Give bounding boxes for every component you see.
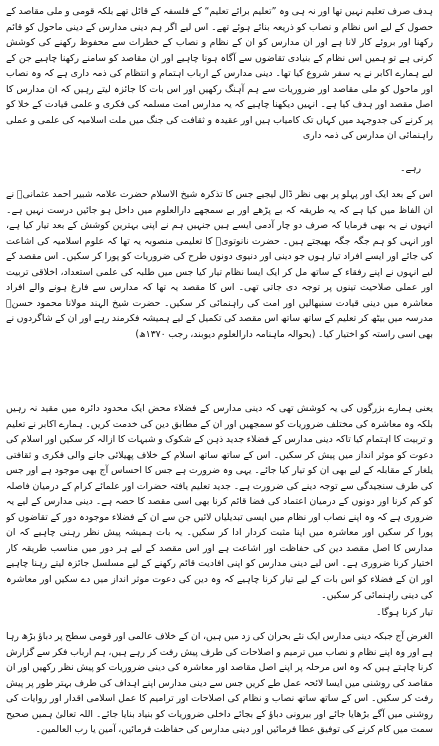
paragraph-1: ہدف صرف تعلیم نہیں تھا اور نہ ہی وہ ”تعلیم برائے تعلیم“ کے فلسفہ کے قائل تھے بلکہ قومی و ملی مقاصد کے حصول کے لیے اس نظام و نصاب کو ذریعہ بنائے ہوئے تھے۔ اس لیے اگر ہم دینی مدارس کے دینی ماحول کو قائم رکھنا اور بروئے کار لانا ہے اور ان مدارس کو ان کے نظام و نصاب کے خطرات سے محفوظ رکھنے کی کوشش کرنی ہے تو ہمیں اس نظام کے بنیادی تقاضوں سے آگاہ ہونا چاہیے اور ان مقاصد کو سامنے رکھنا چاہیے جن کے لیے ہمارے اکابر نے یہ سفر شروع کیا تھا۔ دینی مدارس کے ارباب اہتمام و انتظام کی ذمہ داری ہے کہ وہ نصاب اور ماحول کو ملی مقاصد اور ضروریات سے ہم آہنگ رکھیں اور اس بات کا جائزہ لیتے رہیں کہ ان مدارس کا اصل مقصد اور ہدف کیا ہے۔ انہیں دیکھنا چاہیے کہ یہ مدارس امت مسلمہ کی فکری و علمی قیادت کے خلا کو پر کرنے کی جدوجہد میں کہاں تک کامیاب ہیں اور عقیدہ و ثقافت کی جنگ میں ملت اسلامیہ کی علمی و عملی راہنمائی ان مدارس کی ذمہ داری [6, 6, 433, 142]
paragraph-3: یعنی ہمارے بزرگوں کی یہ کوشش تھی کہ دینی مدارس کے فضلاء محض ایک محدود دائرہ میں مقید نہ رہیں بلکہ وہ معاشرہ کی مختلف ضروریات کو سمجھیں اور ان کے مطابق دین کی خدمت کریں۔ ہمارے اکابر نے تعلیم و تربیت کا اہتمام کیا تاکہ دینی مدارس کے فضلاء جدید ذہن کے شکوک و شبہات کا ازالہ کر سکیں اور اسلام کی دعوت کو موثر انداز میں پیش کر سکیں۔ اس کے ساتھ ساتھ اسلام کے خلاف پھیلائی جانے والی فکری و ثقافتی یلغار کے مقابلہ کے لیے بھی ان کو تیار کیا جائے۔ یہی وہ ضرورت ہے جس کا احساس آج بھی موجود ہے اور جس کی طرف سنجیدگی سے توجہ دینے کی ضرورت ہے۔ جدید تعلیم یافتہ حضرات اور علمائے کرام کے درمیان فاصلہ کو کم کرنا اور دونوں کے درمیان اعتماد کی فضا قائم کرنا بھی اسی مقصد کا حصہ ہے۔ دینی مدارس کے لیے یہ ضروری ہے کہ وہ اپنے نصاب اور نظام میں ایسی تبدیلیاں لائیں جن سے ان کے فضلاء موجودہ دور کے تقاضوں کو پورا کر سکیں اور معاشرہ میں اپنا مثبت کردار ادا کر سکیں۔ یہ بات ہمیشہ پیش نظر رہنی چاہیے کہ ان مدارس کا اصل مقصد دین کی حفاظت اور اشاعت ہے اور اس مقصد کے لیے ہر دور میں مناسب طریقہ کار اختیار کرنا ضروری ہے۔ اس لیے دینی مدارس کو اپنی افادیت قائم رکھنے کے لیے مسلسل جائزہ لیتے رہنا چاہیے اور ان کے فضلاء کو اس بات کے لیے تیار کرنا چاہیے کہ وہ دین کی دعوت موثر انداز میں دے سکیں اور معاشرہ کی دینی راہنمائی کر سکیں۔ [6, 403, 433, 601]
paragraph-3-tail: تیار کرنا ہوگا۔ [375, 607, 433, 618]
paragraph-4: الغرض آج جبکہ دینی مدارس ایک نئے بحران کی زد میں ہیں، ان کے خلاف عالمی اور قومی سطح پر دباؤ بڑھ رہا ہے اور وہ اپنے نظام و نصاب میں ترمیم و اصلاحات کی طرف پیش رفت کر رہے ہیں، ہم ارباب فکر سے گزارش کرنا چاہتے ہیں کہ وہ اس مرحلہ پر اپنے اصل مقاصد اور معاشرہ کی دینی ضروریات کو پیش نظر رکھیں اور ان مقاصد کی روشنی میں ایسا لائحہ عمل طے کریں جس سے دینی مدارس اپنے اہداف کی طرف بہتر طور پر پیش رفت کر سکیں۔ اس کے ساتھ ساتھ نصاب و نظام کی اصلاحات اور ترامیم کا عمل اسلامی اقدار اور روایات کی روشنی میں آگے بڑھایا جائے اور بیرونی دباؤ کے بجائے داخلی ضروریات کو بنیاد بنایا جائے۔ اللہ تعالیٰ ہمیں صحیح سمت میں کام کرنے کی توفیق عطا فرمائیں اور دینی مدارس کی حفاظت فرمائیں، آمین یا رب العالمین۔ [6, 631, 433, 736]
paragraph-1-tail: رہے۔ [399, 163, 421, 174]
paragraph-2: اس کے بعد ایک اور پہلو پر بھی نظر ڈال لیجیے جس کا تذکرہ شیخ الاسلام حضرت علامہ شبیر احمد عثمانیؒ نے ان الفاظ میں کیا ہے کہ یہ طریقہ کہ بے پڑھے اور بے سمجھے دارالعلوم میں داخل ہو جائیں درست نہیں ہے۔ انہوں نے یہ بھی فرمایا کہ صرف دو چار آدمی ایسے ہیں جنہیں ہم نے اپنی بہترین کوشش کے بعد تیار کیا ہے، اور انہی کو ہم جگہ جگہ بھیجتے ہیں۔ حضرت نانوتویؒ کا تعلیمی منصوبہ یہ تھا کہ علوم اسلامیہ کی اشاعت کی جائے اور ایسے افراد تیار ہوں جو دینی اور دنیوی دونوں طرح کی ضروریات کو پورا کر سکیں۔ اس مقصد کے لیے انہوں نے اپنے رفقاء کے ساتھ مل کر ایک ایسا نظام تیار کیا جس میں طلبہ کی علمی استعداد، اخلاقی تربیت اور عملی صلاحیت تینوں پر توجہ دی جاتی تھی۔ اس کا مقصد یہ تھا کہ مدارس سے فارغ ہونے والے افراد معاشرہ میں دینی قیادت سنبھالیں اور امت کی راہنمائی کر سکیں۔ حضرت شیخ الہند مولانا محمود حسنؒ مدرسہ میں بیٹھ کر تعلیم کے ساتھ ساتھ اس مقصد کی تکمیل کے لیے ہمیشہ فکرمند رہے اور ان کے شاگردوں نے بھی اسی راستہ کو اختیار کیا۔ (بحوالہ ماہنامہ دارالعلوم دیوبند، رجب ۱۳۷۰ھ) [6, 189, 433, 340]
